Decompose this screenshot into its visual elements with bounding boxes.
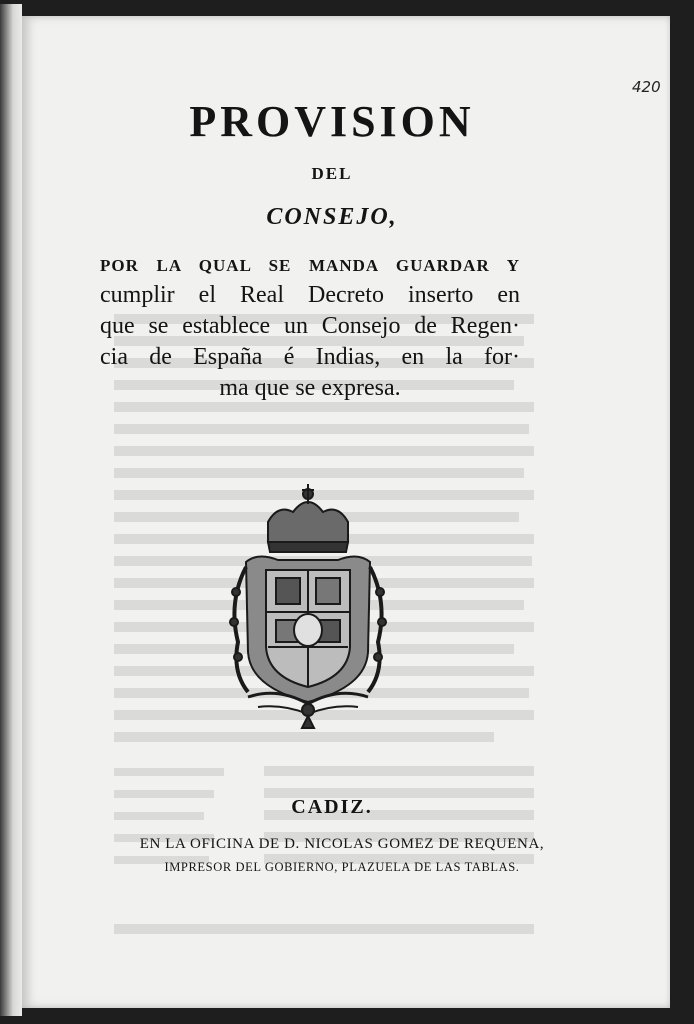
subtitle-lead: POR LA QUAL SE MANDA GUARDAR Y [100,256,520,275]
folio-number: 420 [632,78,661,96]
subtitle-line: cia de España é Indias, en la for· [100,344,520,370]
title-consejo: CONSEJO, [266,204,398,230]
imprint-place: CADIZ. [291,796,373,818]
subtitle-block [100,256,520,404]
title-preposition: DEL [311,164,353,183]
imprint-address: IMPRESOR DEL GOBIERNO, PLAZUELA DE LAS TABLAS. [164,860,520,874]
royal-coat-of-arms-icon [218,482,398,732]
document-title: PROVISION [189,97,475,146]
document-page [22,16,670,1008]
subtitle-line: que se establece un Consejo de Regen· [100,313,520,339]
subtitle-line: ma que se expresa. [219,375,401,401]
subtitle-line: cumplir el Real Decreto inserto en [100,282,520,308]
imprint-printer: EN LA OFICINA DE D. NICOLAS GOMEZ DE REQUENA, [139,836,545,852]
adjacent-page-edge [0,4,22,1016]
